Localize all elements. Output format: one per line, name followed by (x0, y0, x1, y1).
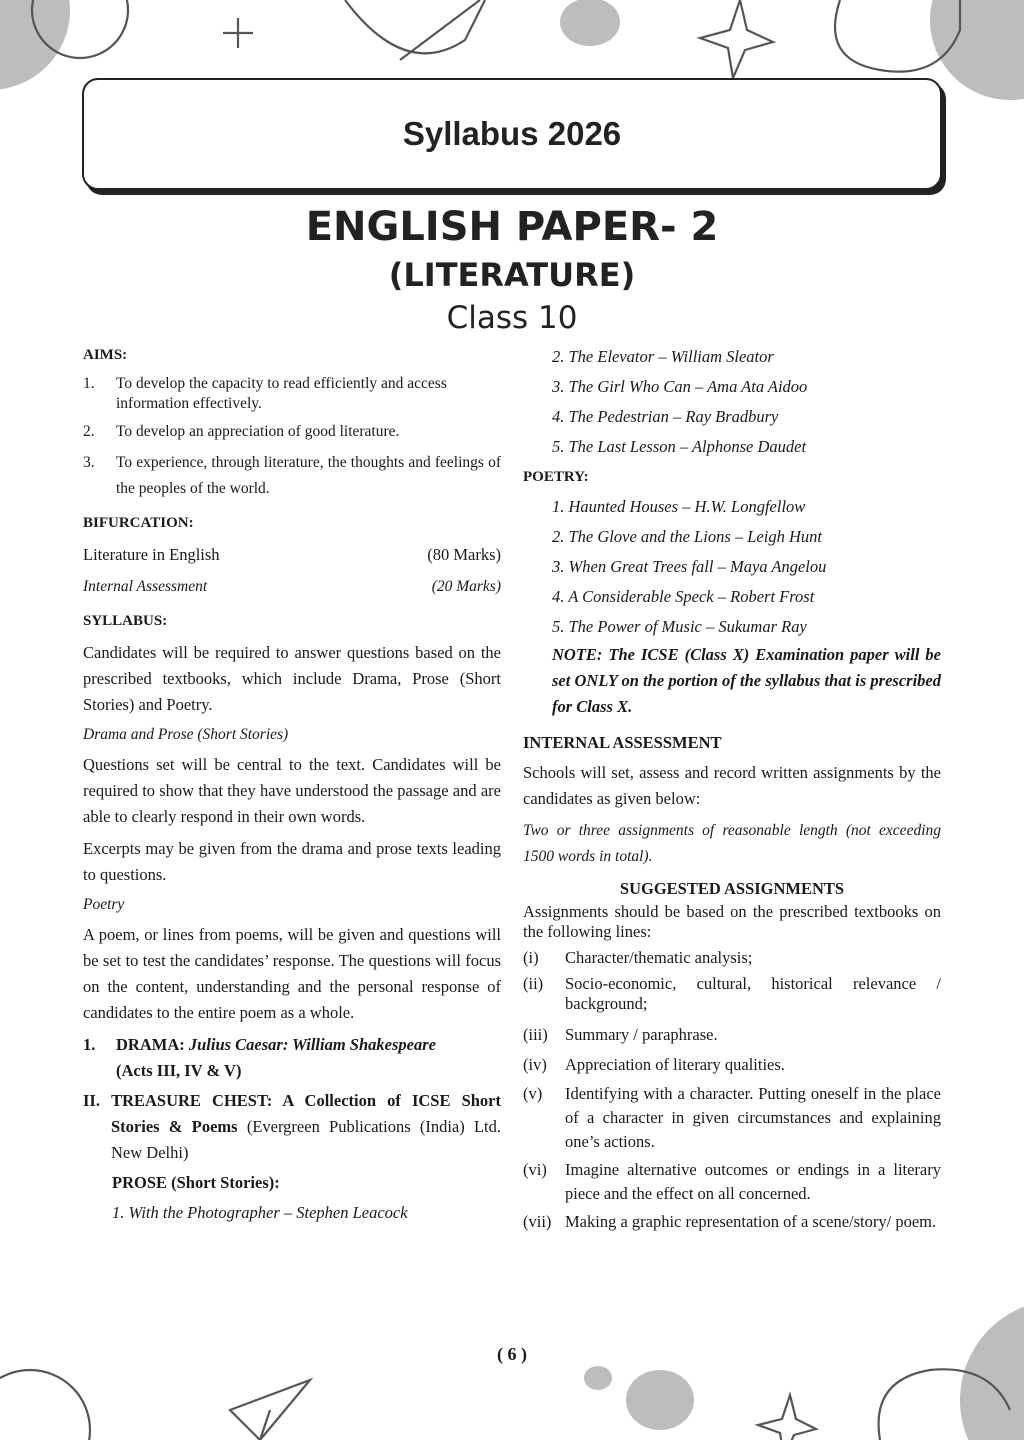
aims-item-text: To develop an appreciation of good literature. (116, 423, 400, 440)
face-doodle-bottom-icon (879, 1369, 1010, 1440)
rocket-doodle-icon (345, 0, 485, 53)
prose-item: 2. The Elevator – William Sleator (552, 347, 774, 366)
assignment-text: Appreciation of literary qualities. (565, 1055, 785, 1074)
poem-item: 5. The Power of Music – Sukumar Ray (552, 617, 807, 636)
assignment-number: (v) (523, 1084, 543, 1103)
syllabus-title-box (82, 78, 942, 190)
poem-item: 3. When Great Trees fall – Maya Angelou (552, 557, 827, 576)
treasure-chest-entry (83, 1088, 501, 1166)
suggested-assignments-heading: SUGGESTED ASSIGNMENTS (619, 879, 845, 898)
syllabus-label: Syllabus 2026 (402, 115, 622, 152)
prose-item: 4. The Pedestrian – Ray Bradbury (552, 407, 779, 426)
treasure-number: II. (83, 1091, 100, 1110)
assignment-item (523, 1158, 941, 1206)
bifurcation-label: Internal Assessment (83, 578, 208, 595)
paper-subtitle: (LITERATURE) (388, 256, 636, 294)
plus-doodle-icon (223, 18, 253, 48)
class-label: Class 10 (446, 300, 578, 336)
internal-assessment-heading: INTERNAL ASSESSMENT (523, 733, 722, 752)
aims-item (83, 422, 501, 442)
drama-title: Julius Caesar: William Shakespeare (188, 1035, 436, 1054)
aims-item-text: To develop the capacity to read efficiently and access information effectively. (116, 375, 447, 412)
assignment-number: (vii) (523, 1212, 552, 1231)
bifurcation-label: Literature in English (83, 545, 220, 564)
assignment-item (523, 1022, 941, 1048)
assignment-item (523, 1082, 941, 1154)
assignment-text: Socio-economic, cultural, historical relevance / background; (565, 974, 941, 1013)
corner-blob-bottom-right (960, 1300, 1024, 1440)
drama-label: DRAMA: (116, 1035, 185, 1054)
drama-prose-paragraph: Excerpts may be given from the drama and prose texts leading to questions. (83, 839, 501, 884)
treasure-label: TREASURE CHEST: A Collection of ICSE Short Stories & Poems (111, 1091, 501, 1136)
face-doodle-icon (835, 0, 960, 72)
bifurcation-marks: (80 Marks) (427, 545, 501, 564)
aims-item-number: 2. (83, 423, 95, 440)
corner-blob-top-right (930, 0, 1024, 100)
assignment-number: (iv) (523, 1055, 547, 1074)
assignment-item (523, 974, 941, 1014)
aims-item-text: To experience, through literature, the thoughts and feelings of the peoples of the world. (116, 454, 501, 497)
suggested-intro: Assignments should be based on the prescribed textbooks on the following lines: (523, 902, 941, 941)
blob-bottom-small (584, 1366, 612, 1390)
aims-item (83, 374, 501, 414)
treasure-publisher: (Evergreen Publications (India) Ltd. New Delhi) (111, 1117, 502, 1162)
bifurcation-row (83, 574, 501, 600)
paper-title: ENGLISH PAPER- 2 (305, 204, 719, 250)
assignment-item (523, 948, 941, 968)
aims-item-number: 3. (83, 454, 95, 471)
assignment-text: Identifying with a character. Putting oneself in the place of a character in given circumstances and explaining one’s actions. (565, 1084, 941, 1151)
assignment-text: Making a graphic representation of a scene/story/ poem. (565, 1212, 937, 1231)
aims-item-number: 1. (83, 375, 95, 392)
syllabus-note: NOTE: The ICSE (Class X) Examination paper will be set ONLY on the portion of the syllabus that is prescribed for Class X. (552, 645, 941, 716)
aims-item (83, 450, 501, 502)
drama-prose-paragraph: Questions set will be central to the text. Candidates will be required to show that they have understood the passage and are able to clearly respond in their own words. (83, 755, 501, 826)
drama-prose-heading: Drama and Prose (Short Stories) (83, 726, 289, 743)
page-number: ( 6 ) (497, 1344, 527, 1364)
internal-assessment-paragraph: Schools will set, assess and record written assignments by the candidates as given below: (523, 763, 941, 808)
poetry-subheading: Poetry (83, 896, 125, 913)
poetry-paragraph: A poem, or lines from poems, will be given and questions will be set to test the candidates’ response. The questions will focus on the content, understanding and the personal response of candidates to the entire poem as a whole. (83, 925, 501, 1022)
blob-bottom-center (626, 1370, 694, 1430)
star-doodle-icon (700, 0, 773, 78)
corner-blob-top-left (0, 0, 70, 90)
assignment-number: (ii) (523, 974, 544, 993)
syllabus-intro: Candidates will be required to answer questions based on the prescribed textbooks, which include Drama, Prose (Short Stories) and Poetry. (83, 643, 501, 714)
blob-top-center (560, 0, 620, 46)
bifurcation-marks: (20 Marks) (431, 578, 501, 595)
poem-item: 2. The Glove and the Lions – Leigh Hunt (552, 527, 822, 546)
right-column (523, 342, 941, 1234)
prose-heading: PROSE (Short Stories): (112, 1173, 280, 1192)
internal-assessment-note: Two or three assignments of reasonable length (not exceeding 1500 words in total). (523, 822, 941, 865)
drama-acts: (Acts III, IV & V) (116, 1061, 242, 1080)
assignment-number: (i) (523, 948, 539, 967)
prose-item: 1. With the Photographer – Stephen Leacock (112, 1203, 408, 1222)
drama-number: 1. (83, 1035, 96, 1054)
assignment-number: (vi) (523, 1160, 547, 1179)
prose-item: 3. The Girl Who Can – Ama Ata Aidoo (552, 377, 808, 396)
assignment-text: Imagine alternative outcomes or endings in a literary piece and the effect on all concerned. (565, 1160, 941, 1203)
bifurcation-heading: BIFURCATION: (83, 515, 194, 531)
assignment-item (523, 1052, 941, 1078)
poetry-heading: POETRY: (523, 469, 589, 485)
poem-item: 1. Haunted Houses – H.W. Longfellow (552, 497, 806, 516)
doodle-planet-top-left (32, 0, 128, 58)
poem-item: 4. A Considerable Speck – Robert Frost (552, 587, 815, 606)
assignment-item (523, 1210, 941, 1234)
drama-entry (83, 1032, 501, 1084)
assignment-text: Summary / paraphrase. (565, 1025, 718, 1044)
prose-item: 5. The Last Lesson – Alphonse Daudet (552, 437, 807, 456)
doodle-planet-bottom-left (0, 1370, 90, 1440)
aims-heading: AIMS: (83, 347, 128, 363)
bifurcation-row (83, 542, 501, 568)
pencil-doodle-icon (400, 0, 480, 60)
syllabus-heading: SYLLABUS: (83, 613, 168, 629)
paper-plane-doodle-icon (230, 1380, 310, 1440)
assignment-number: (iii) (523, 1025, 548, 1044)
star-doodle-bottom-icon (758, 1395, 816, 1440)
left-column (83, 342, 501, 1226)
assignment-text: Character/thematic analysis; (565, 948, 753, 967)
